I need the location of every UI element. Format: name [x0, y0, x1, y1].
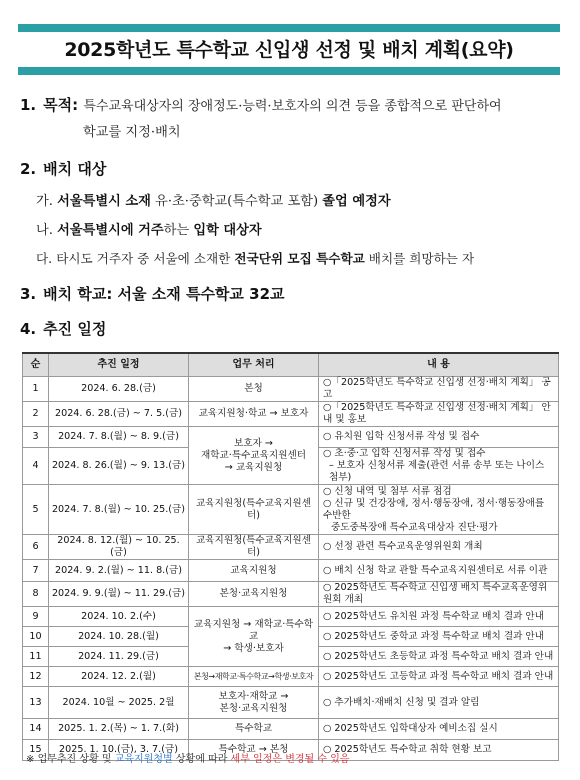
table-row	[23, 427, 559, 448]
section-heading: 배치 학교: 서울 소재 특수학교 32교	[43, 285, 285, 303]
row-content: ○ 배치 신청 학교 관할 특수교육지원센터로 서류 이관	[319, 560, 559, 582]
note-highlight-red: 세부 일정은 변경될 수 있음	[230, 754, 350, 765]
row-task: 본청	[189, 377, 319, 402]
target-marker: 가.	[36, 194, 53, 209]
target-marker: 나.	[36, 223, 53, 238]
task-line: → 학생·보호자	[223, 642, 284, 654]
table-row	[23, 582, 559, 607]
row-task: 본청·교육지원청	[189, 582, 319, 607]
row-date: 2024. 12. 2.(월)	[49, 667, 189, 687]
row-content: ○ 2025학년도 특수학교 취학 현황 보고	[319, 740, 559, 761]
row-content: ○「2025학년도 특수학교 신입생 선정·배치 계획」 공고	[319, 377, 559, 402]
target-item	[36, 219, 262, 238]
target-item	[36, 190, 391, 209]
row-date: 2024. 11. 29.(금)	[49, 647, 189, 667]
table-row	[23, 687, 559, 719]
note-mark: ※	[26, 754, 35, 765]
title-bar-top	[18, 24, 560, 32]
row-no: 3	[23, 427, 49, 448]
row-task: 교육지원청(특수교육지원센터)	[189, 535, 319, 560]
row-date: 2024. 9. 2.(월) ~ 11. 8.(금)	[49, 560, 189, 582]
table-row	[23, 485, 559, 535]
row-date: 2025. 1. 2.(목) ~ 1. 7.(화)	[49, 719, 189, 740]
purpose-text-continued: 학교를 지정·배치	[83, 125, 181, 140]
table-row	[23, 377, 559, 402]
row-date: 2024. 10. 2.(수)	[49, 607, 189, 627]
header-date: 추진 일정	[49, 353, 189, 377]
row-date: 2024. 8. 26.(월) ~ 9. 13.(금)	[49, 448, 189, 485]
target-bold: 전국단위 모집 특수학교	[234, 251, 365, 266]
table-row	[23, 560, 559, 582]
row-content: ○ 2025학년도 특수학교 신입생 배치 특수교육운영위원회 개최	[319, 582, 559, 607]
row-date: 2024. 6. 28.(금)	[49, 377, 189, 402]
row-no: 12	[23, 667, 49, 687]
note-highlight-blue: 교육지원청별	[114, 754, 173, 765]
content-line: 중도중복장애 특수교육대상자 진단·평가	[331, 521, 498, 533]
row-date: 2024. 9. 9.(월) ~ 11. 29.(금)	[49, 582, 189, 607]
row-no: 14	[23, 719, 49, 740]
row-content: ○ 유치원 입학 신청서류 작성 및 접수	[319, 427, 559, 448]
row-date: 2024. 7. 8.(월) ~ 8. 9.(금)	[49, 427, 189, 448]
row-date: 2025. 1. 10.(금), 3. 7.(금)	[49, 740, 189, 761]
section-heading: 배치 대상	[43, 160, 107, 178]
document-title: 2025학년도 특수학교 신입생 선정 및 배치 계획(요약)	[64, 39, 514, 61]
header-no: 순	[23, 353, 49, 377]
target-text: 하는	[163, 223, 194, 238]
purpose-text: 특수교육대상자의 장애정도·능력·보호자의 의견 등을 종합적으로 판단하여	[83, 99, 502, 114]
row-no: 9	[23, 607, 49, 627]
row-task-merged	[189, 427, 319, 485]
schedule-table	[22, 352, 559, 761]
target-text: 배치를 희망하는 자	[364, 251, 475, 266]
table-row	[23, 719, 559, 740]
row-content: ○ 추가배치·재배치 신청 및 결과 알림	[319, 687, 559, 719]
row-date: 2024. 8. 12.(월) ~ 10. 25.(금)	[49, 535, 189, 560]
row-content: ○ 2025학년도 유치원 과정 특수학교 배치 결과 안내	[319, 607, 559, 627]
row-no: 8	[23, 582, 49, 607]
table-row	[23, 607, 559, 627]
row-content: ○ 2025학년도 중학교 과정 특수학교 배치 결과 안내	[319, 627, 559, 647]
content-line: – 보호자 신청서류 제출(관련 서류 송부 또는 나이스 첨부)	[329, 460, 545, 483]
row-no: 4	[23, 448, 49, 485]
table-row	[23, 667, 559, 687]
title-bar-bottom	[18, 67, 560, 75]
row-task: 본청→재학교·특수학교→학생·보호자	[189, 667, 319, 687]
content-line: ○ 초·중·고 입학 신청서류 작성 및 접수	[323, 448, 486, 459]
row-task: 교육지원청·학교 → 보호자	[189, 402, 319, 427]
section-heading: 추진 일정	[43, 320, 107, 338]
task-line: → 교육지원청	[224, 461, 283, 473]
section-number: 3.	[20, 285, 37, 303]
target-item	[36, 248, 474, 267]
target-bold: 서울특별시 소재	[57, 194, 151, 209]
target-text: 타시도 거주자 중 서울에 소재한	[56, 251, 235, 266]
row-task-merged	[189, 607, 319, 667]
target-bold: 서울특별시에 거주	[57, 223, 164, 238]
row-no: 15	[23, 740, 49, 761]
table-header-row	[23, 353, 559, 377]
target-bold: 입학 대상자	[193, 223, 262, 238]
target-text: 유·초·중학교(특수학교 포함)	[150, 194, 323, 209]
section-number: 2.	[20, 160, 37, 178]
row-task: 교육지원청	[189, 560, 319, 582]
row-no: 6	[23, 535, 49, 560]
section-number: 1.	[20, 96, 37, 114]
task-line: 보호자·재학교 →	[218, 690, 289, 702]
task-line: 재학교·특수교육지원센터	[201, 449, 306, 461]
footnote	[26, 750, 350, 765]
row-date: 2024. 10월 ~ 2025. 2월	[49, 687, 189, 719]
target-marker: 다.	[36, 251, 53, 266]
section-number: 4.	[20, 320, 37, 338]
row-task	[189, 687, 319, 719]
row-task: 특수학교 → 본청	[189, 740, 319, 761]
row-no: 7	[23, 560, 49, 582]
header-task: 업무 처리	[189, 353, 319, 377]
row-content: ○ 선정 관련 특수교육운영위원회 개최	[319, 535, 559, 560]
section-heading: 목적:	[43, 96, 79, 114]
content-line: ○ 신청 내역 및 첨부 서류 점검	[323, 485, 452, 497]
target-bold: 졸업 예정자	[322, 194, 391, 209]
note-text: 상황에 따라	[172, 754, 231, 765]
task-line: 본청·교육지원청	[219, 702, 288, 714]
row-content: ○ 2025학년도 고등학교 과정 특수학교 배치 결과 안내	[319, 667, 559, 687]
row-task: 특수학교	[189, 719, 319, 740]
task-line: 보호자 →	[234, 437, 273, 449]
row-date: 2024. 7. 8.(월) ~ 10. 25.(금)	[49, 485, 189, 535]
section-purpose	[20, 94, 502, 115]
row-no: 13	[23, 687, 49, 719]
row-date: 2024. 6. 28.(금) ~ 7. 5.(금)	[49, 402, 189, 427]
content-line: ○ 신규 및 건강장애, 정서·행동장애, 정서·행동장애를 수반한	[323, 497, 545, 521]
table-row	[23, 535, 559, 560]
row-no: 2	[23, 402, 49, 427]
section-targets	[20, 158, 106, 179]
row-date: 2024. 10. 28.(월)	[49, 627, 189, 647]
row-no: 10	[23, 627, 49, 647]
section-schools	[20, 283, 285, 304]
row-content	[319, 485, 559, 535]
row-no: 1	[23, 377, 49, 402]
row-content: ○「2025학년도 특수학교 신입생 선정·배치 계획」 안내 및 홍보	[319, 402, 559, 427]
row-task: 교육지원청(특수교육지원센터)	[189, 485, 319, 535]
row-content	[319, 448, 559, 485]
task-line: 교육지원청 → 재학교·특수학교	[193, 618, 314, 642]
section-schedule	[20, 318, 106, 339]
header-content: 내 용	[319, 353, 559, 377]
row-no: 11	[23, 647, 49, 667]
row-content: ○ 2025학년도 입학대상자 예비소집 실시	[319, 719, 559, 740]
row-content: ○ 2025학년도 초등학교 과정 특수학교 배치 결과 안내	[319, 647, 559, 667]
table-row	[23, 402, 559, 427]
row-no: 5	[23, 485, 49, 535]
note-text: 업무추진 상황 및	[34, 754, 115, 765]
